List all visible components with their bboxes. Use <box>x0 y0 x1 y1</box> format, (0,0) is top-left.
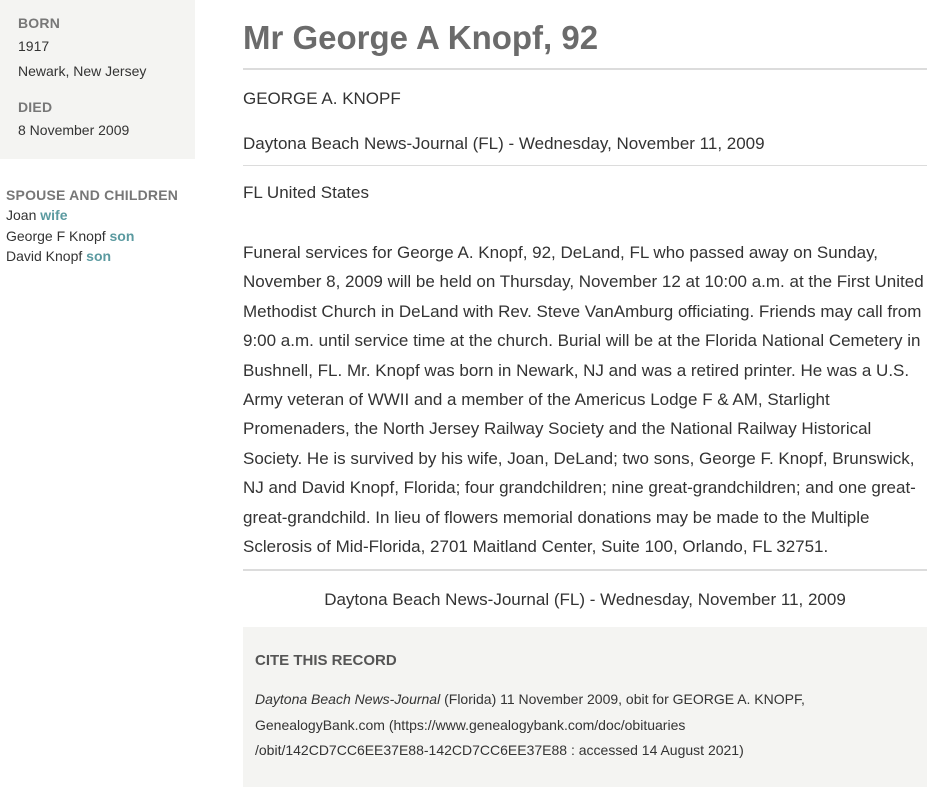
family-member <box>6 205 195 226</box>
born-place: Newark, New Jersey <box>18 63 147 79</box>
family-member <box>6 226 195 247</box>
died-date: 8 November 2009 <box>18 122 130 138</box>
family-member-relation: wife <box>40 207 68 223</box>
citation-text <box>255 687 915 764</box>
family-member-name: David Knopf <box>6 248 83 264</box>
citation-line-2: GenealogyBank.com (https://www.genealogybank.com/doc/obituaries <box>255 716 686 733</box>
family-heading: SPOUSE AND CHILDREN <box>6 187 179 203</box>
citation-line-1 <box>255 687 915 713</box>
family-member-relation: son <box>109 227 135 244</box>
family-member-name: George F Knopf <box>6 227 106 244</box>
citation-line-3: /obit/142CD7CC6EE37E88-142CD7CC6EE37E88 : accessed 14 August 2021) <box>255 742 744 759</box>
deceased-name: GEORGE A. KNOPF <box>243 89 401 108</box>
family-member-name: Joan <box>6 207 37 223</box>
born-label: BORN <box>18 15 61 31</box>
cite-heading: CITE THIS RECORD <box>255 652 397 670</box>
location-line: FL United States <box>243 183 369 202</box>
source-line: Daytona Beach News-Journal (FL) - Wednesday, November 11, 2009 <box>243 134 765 153</box>
citation-publication: Daytona Beach News-Journal <box>255 691 441 708</box>
citation-line-1-rest: (Florida) 11 November 2009, obit for GEORGE A. KNOPF, <box>440 691 805 708</box>
family-member <box>6 246 195 267</box>
obituary-text: Funeral services for George A. Knopf, 92, DeLand, FL who passed away on Sunday, November 8, 2009 will be held on Thursday, November 12 at 10:00 a.m. at the First United Methodist Church in DeLand with Rev. Steve VanAmburg officiating. Friends may call from 9:00 a.m. until service time at the church. Burial will be at the Florida National Cemetery in Bushnell, FL. Mr. Knopf was born in Newark, NJ and was a retired printer. He was a U.S. Army veteran of WWII and a member of the Americus Lodge F & AM, Starlight Promenaders, the North Jersey Railway Society and the National Railway Historical Society. He is survived by his wife, Joan, DeLand; two sons, George F. Knopf, Brunswick, NJ and David Knopf, Florida; four grandchildren; nine great-grandchildren; and one great-great-grandchild. In lieu of flowers memorial donations may be made to the Multiple Sclerosis of Mid-Florida, 2701 Maitland Center, Suite 100, Orlando, FL 32751. <box>243 243 924 557</box>
died-label: DIED <box>18 99 53 115</box>
cite-panel <box>243 627 927 787</box>
sidebar <box>0 0 195 267</box>
obituary-main <box>243 0 927 787</box>
family-member-relation: son <box>86 248 112 264</box>
born-year: 1917 <box>18 38 50 54</box>
family-section <box>0 159 195 267</box>
vitals-panel <box>0 0 195 159</box>
page-title: Mr George A Knopf, 92 <box>243 19 599 56</box>
footer-source: Daytona Beach News-Journal (FL) - Wednesday, November 11, 2009 <box>324 590 846 610</box>
